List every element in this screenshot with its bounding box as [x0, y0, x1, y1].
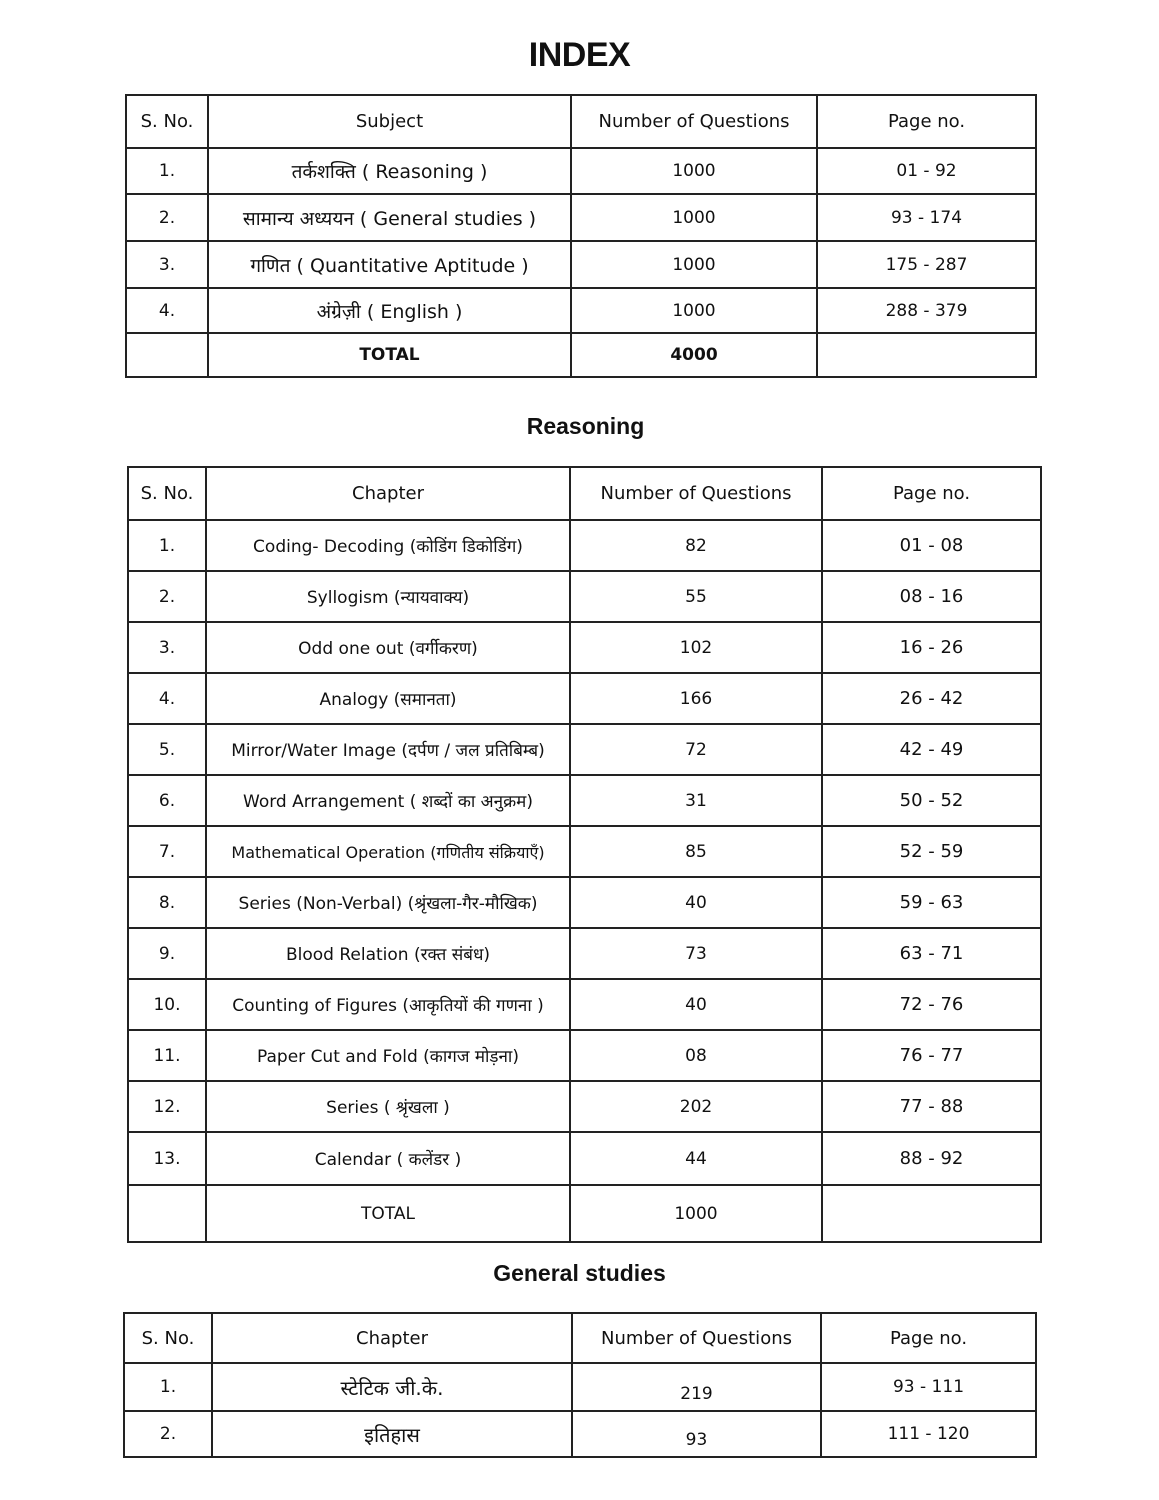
table-row [126, 241, 1036, 288]
cell-sno: 1. [124, 1363, 212, 1411]
header-questions: Number of Questions [570, 467, 822, 520]
cell-questions: 72 [570, 724, 822, 775]
cell-page: 76 - 77 [822, 1030, 1041, 1081]
cell-page: 93 - 174 [817, 194, 1036, 241]
table-row [128, 877, 1041, 928]
cell-questions: 08 [570, 1030, 822, 1081]
table-row [128, 775, 1041, 826]
cell-sno: 4. [128, 673, 206, 724]
cell-sno: 10. [128, 979, 206, 1030]
table-header-row [126, 95, 1036, 148]
cell-chapter: स्टेटिक जी.के. [212, 1363, 572, 1411]
cell-questions: 166 [570, 673, 822, 724]
table-row [126, 148, 1036, 194]
cell-sno: 1. [126, 148, 208, 194]
cell-page: 08 - 16 [822, 571, 1041, 622]
cell-page-empty [822, 1185, 1041, 1242]
cell-page: 01 - 08 [822, 520, 1041, 571]
cell-chapter: इतिहास [212, 1411, 572, 1457]
cell-sno: 4. [126, 288, 208, 333]
header-chapter: Chapter [206, 467, 570, 520]
table-row [128, 520, 1041, 571]
cell-questions: 85 [570, 826, 822, 877]
cell-page: 42 - 49 [822, 724, 1041, 775]
cell-subject: सामान्य अध्ययन ( General studies ) [208, 194, 571, 241]
cell-page-empty [817, 333, 1036, 377]
cell-questions: 1000 [571, 194, 817, 241]
table-row [128, 928, 1041, 979]
cell-page: 26 - 42 [822, 673, 1041, 724]
header-chapter: Chapter [212, 1313, 572, 1363]
cell-page: 88 - 92 [822, 1132, 1041, 1185]
table-total-row [126, 333, 1036, 377]
header-questions: Number of Questions [572, 1313, 821, 1363]
reasoning-table [127, 466, 1042, 1243]
cell-page: 59 - 63 [822, 877, 1041, 928]
page-title: INDEX [528, 36, 631, 74]
cell-page: 72 - 76 [822, 979, 1041, 1030]
cell-questions: 1000 [571, 288, 817, 333]
header-sno: S. No. [124, 1313, 212, 1363]
cell-chapter: Series ( श्रृंखला ) [206, 1081, 570, 1132]
section-title-reasoning: Reasoning [526, 413, 645, 439]
cell-page: 01 - 92 [817, 148, 1036, 194]
header-subject: Subject [208, 95, 571, 148]
cell-sno: 7. [128, 826, 206, 877]
cell-chapter: Paper Cut and Fold (कागज मोड़ना) [206, 1030, 570, 1081]
table-total-row [128, 1185, 1041, 1242]
table-header-row [124, 1313, 1036, 1363]
cell-questions: 40 [570, 877, 822, 928]
cell-sno: 13. [128, 1132, 206, 1185]
cell-chapter: Word Arrangement ( शब्दों का अनुक्रम) [206, 775, 570, 826]
cell-sno: 11. [128, 1030, 206, 1081]
table-row [128, 826, 1041, 877]
header-page: Page no. [822, 467, 1041, 520]
cell-chapter: Coding- Decoding (कोडिंग डिकोडिंग) [206, 520, 570, 571]
cell-questions: 73 [570, 928, 822, 979]
cell-sno-empty [126, 333, 208, 377]
cell-questions: 202 [570, 1081, 822, 1132]
cell-questions: 31 [570, 775, 822, 826]
cell-sno: 12. [128, 1081, 206, 1132]
cell-chapter: Mirror/Water Image (दर्पण / जल प्रतिबिम्ब) [206, 724, 570, 775]
total-label: TOTAL [208, 333, 571, 377]
cell-page: 63 - 71 [822, 928, 1041, 979]
total-label: TOTAL [206, 1185, 570, 1242]
cell-page: 50 - 52 [822, 775, 1041, 826]
section-title-general-studies: General studies [493, 1260, 666, 1286]
table-row [126, 194, 1036, 241]
cell-chapter: Analogy (समानता) [206, 673, 570, 724]
cell-sno: 2. [124, 1411, 212, 1457]
cell-page: 16 - 26 [822, 622, 1041, 673]
table-row [128, 622, 1041, 673]
cell-questions: 82 [570, 520, 822, 571]
cell-page: 111 - 120 [821, 1411, 1036, 1457]
cell-questions: 1000 [571, 241, 817, 288]
table-row [128, 724, 1041, 775]
cell-sno: 8. [128, 877, 206, 928]
cell-page: 77 - 88 [822, 1081, 1041, 1132]
table-row [128, 1132, 1041, 1185]
cell-page: 52 - 59 [822, 826, 1041, 877]
cell-questions: 102 [570, 622, 822, 673]
cell-sno-empty [128, 1185, 206, 1242]
table-row [128, 571, 1041, 622]
header-sno: S. No. [126, 95, 208, 148]
cell-chapter: Odd one out (वर्गीकरण) [206, 622, 570, 673]
cell-subject: गणित ( Quantitative Aptitude ) [208, 241, 571, 288]
table-row [128, 1081, 1041, 1132]
cell-page: 93 - 111 [821, 1363, 1036, 1411]
cell-questions: 1000 [571, 148, 817, 194]
table-row [124, 1363, 1036, 1411]
table-row [128, 1030, 1041, 1081]
cell-subject: तर्कशक्ति ( Reasoning ) [208, 148, 571, 194]
cell-chapter: Syllogism (न्यायवाक्य) [206, 571, 570, 622]
cell-questions: 40 [570, 979, 822, 1030]
cell-subject: अंग्रेज़ी ( English ) [208, 288, 571, 333]
header-questions: Number of Questions [571, 95, 817, 148]
cell-sno: 6. [128, 775, 206, 826]
cell-chapter: Counting of Figures (आकृतियों की गणना ) [206, 979, 570, 1030]
cell-chapter: Calendar ( कलेंडर ) [206, 1132, 570, 1185]
cell-chapter: Mathematical Operation (गणितीय संक्रियाएँ) [206, 826, 570, 877]
total-questions: 4000 [571, 333, 817, 377]
header-page: Page no. [817, 95, 1036, 148]
cell-sno: 2. [128, 571, 206, 622]
table-row [126, 288, 1036, 333]
cell-page: 175 - 287 [817, 241, 1036, 288]
cell-sno: 5. [128, 724, 206, 775]
cell-sno: 9. [128, 928, 206, 979]
table-row [128, 979, 1041, 1030]
cell-sno: 1. [128, 520, 206, 571]
cell-chapter: Series (Non-Verbal) (श्रृंखला-गैर-मौखिक) [206, 877, 570, 928]
index-table [125, 94, 1037, 378]
general-studies-table [123, 1312, 1037, 1458]
cell-questions: 93 [572, 1411, 821, 1457]
header-sno: S. No. [128, 467, 206, 520]
cell-questions: 55 [570, 571, 822, 622]
cell-page: 288 - 379 [817, 288, 1036, 333]
table-header-row [128, 467, 1041, 520]
table-row [124, 1411, 1036, 1457]
cell-questions: 44 [570, 1132, 822, 1185]
cell-sno: 3. [128, 622, 206, 673]
cell-chapter: Blood Relation (रक्त संबंध) [206, 928, 570, 979]
table-row [128, 673, 1041, 724]
header-page: Page no. [821, 1313, 1036, 1363]
cell-sno: 3. [126, 241, 208, 288]
cell-questions: 219 [572, 1363, 821, 1411]
cell-sno: 2. [126, 194, 208, 241]
total-questions: 1000 [570, 1185, 822, 1242]
